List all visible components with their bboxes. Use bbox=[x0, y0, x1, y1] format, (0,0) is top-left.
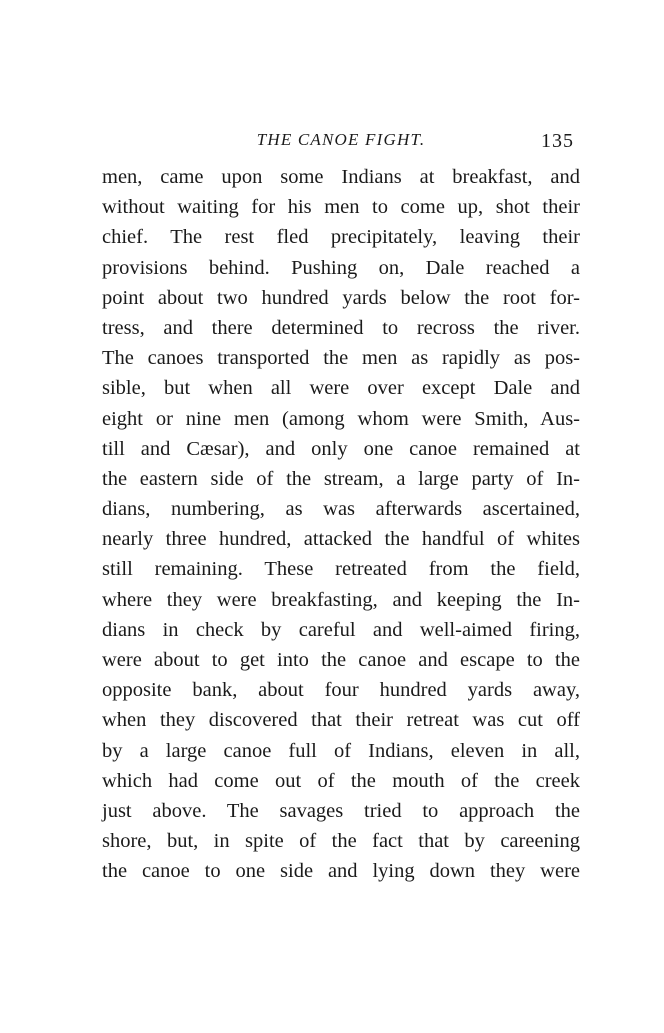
text-line: without waiting for his men to come up, shot their bbox=[102, 196, 580, 219]
text-line: still remaining. These retreated from the field, bbox=[102, 558, 580, 581]
text-line: dians in check by careful and well-aimed firing, bbox=[102, 618, 580, 641]
page-number: 135 bbox=[541, 130, 574, 152]
text-line: chief. The rest fled precipitately, leaving their bbox=[102, 226, 580, 249]
text-line: The canoes transported the men as rapidly as pos- bbox=[102, 347, 580, 370]
text-line: men, came upon some Indians at breakfast, and bbox=[102, 166, 580, 188]
text-line: the canoe to one side and lying down they were bbox=[102, 860, 580, 883]
text-line: sible, but when all were over except Dale and bbox=[102, 377, 580, 400]
body-text bbox=[102, 162, 580, 887]
text-line: were about to get into the canoe and escape to the bbox=[102, 649, 580, 671]
text-line: by a large canoe full of Indians, eleven in all, bbox=[102, 739, 580, 762]
text-line: which had come out of the mouth of the creek bbox=[102, 769, 580, 792]
text-line: point about two hundred yards below the root for- bbox=[102, 286, 580, 309]
text-line: shore, but, in spite of the fact that by careening bbox=[102, 830, 580, 853]
running-head bbox=[102, 128, 580, 158]
text-line: till and Cæsar), and only one canoe remained at bbox=[102, 437, 580, 460]
text-line: the eastern side of the stream, a large party of In- bbox=[102, 467, 580, 490]
running-title: THE CANOE FIGHT. bbox=[256, 130, 426, 149]
text-line: where they were breakfasting, and keeping the In- bbox=[102, 588, 580, 611]
text-line: opposite bank, about four hundred yards away, bbox=[102, 679, 580, 702]
text-line: tress, and there determined to recross the river. bbox=[102, 316, 580, 339]
text-line: eight or nine men (among whom were Smith, Aus- bbox=[102, 407, 580, 430]
text-line: nearly three hundred, attacked the handful of whites bbox=[102, 528, 580, 551]
text-line: when they discovered that their retreat was cut off bbox=[102, 709, 580, 732]
text-line: just above. The savages tried to approach the bbox=[102, 799, 580, 822]
text-line: provisions behind. Pushing on, Dale reached a bbox=[102, 256, 580, 279]
text-line: dians, numbering, as was afterwards ascertained, bbox=[102, 498, 580, 521]
